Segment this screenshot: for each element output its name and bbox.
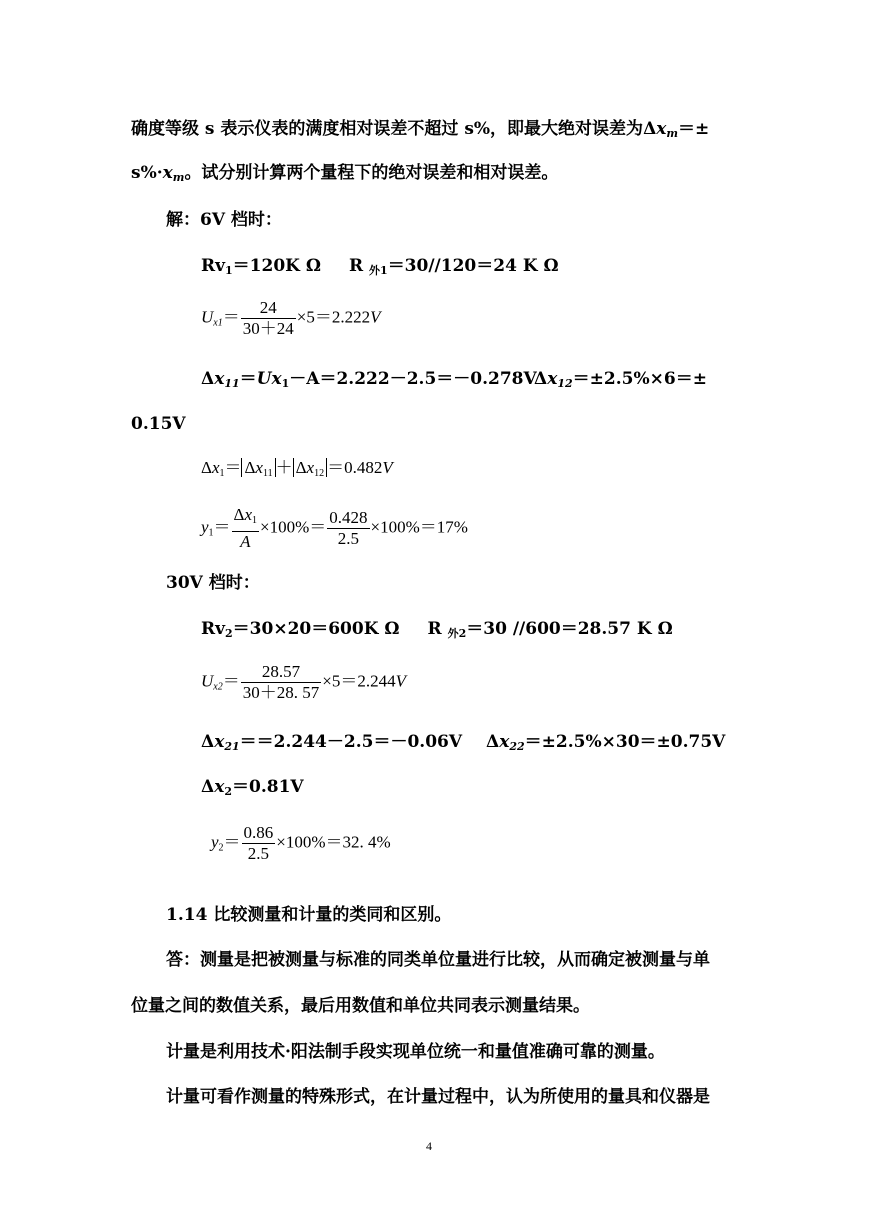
numerator: 28.57 bbox=[241, 662, 322, 683]
symbol: Rv bbox=[201, 256, 226, 276]
operator: ＝ bbox=[213, 517, 231, 537]
symbol: Δ bbox=[201, 777, 215, 797]
symbol: Δ bbox=[201, 732, 215, 752]
page-number: 4 bbox=[426, 1139, 432, 1153]
text-segment: －A＝2.222－2.5＝－0.278V bbox=[289, 369, 537, 389]
delta-x22-line bbox=[486, 732, 725, 757]
symbol: x bbox=[499, 732, 510, 752]
formula-ux1 bbox=[201, 298, 380, 339]
symbol: x bbox=[306, 458, 315, 477]
subscript: x1 bbox=[213, 317, 223, 329]
subscript: 22 bbox=[509, 740, 525, 753]
subscript: 2 bbox=[458, 627, 467, 640]
symbol: U bbox=[201, 307, 214, 327]
text-segment: ×5＝2.244 bbox=[322, 671, 396, 691]
answer-line: 位量之间的数值关系，最后用数值和单位共同表示测量结果。 bbox=[131, 996, 590, 1016]
fraction bbox=[242, 823, 276, 864]
subscript: 1 bbox=[208, 527, 214, 539]
numerator: 0.86 bbox=[243, 823, 274, 842]
subscript: 2 bbox=[225, 627, 233, 640]
operator: ＝ bbox=[222, 307, 240, 327]
answer-line: 答：测量是把被测量与标准的同类单位量进行比较，从而确定被测量与单 bbox=[166, 950, 710, 970]
subscript: 1 bbox=[252, 515, 258, 526]
solution-heading: 解：6V 档时： bbox=[166, 210, 282, 230]
text-segment: ＝30 //600＝28.57 K Ω bbox=[466, 619, 673, 639]
subscript: 2 bbox=[224, 785, 232, 798]
answer-line: 计量是利用技术·阳法制手段实现单位统一和量值准确可靠的测量。 bbox=[166, 1042, 665, 1062]
symbol: y bbox=[211, 832, 219, 852]
unit: V bbox=[382, 458, 393, 477]
text-segment: ＝＝2.244－2.5＝－0.06V bbox=[239, 732, 463, 752]
fraction bbox=[241, 662, 322, 703]
absolute-value bbox=[241, 458, 275, 477]
formula-y1 bbox=[201, 505, 468, 552]
paragraph-line bbox=[131, 119, 709, 144]
question-heading: 1.14 比较测量和计量的类同和区别。 bbox=[166, 905, 452, 925]
symbol: x bbox=[244, 505, 253, 524]
subscript: m bbox=[172, 171, 185, 184]
symbol: x bbox=[214, 369, 225, 389]
symbol: Δ bbox=[643, 119, 657, 139]
symbol: x bbox=[255, 458, 263, 477]
symbol: x bbox=[162, 163, 173, 183]
symbol: Δ bbox=[295, 458, 307, 477]
denominator bbox=[232, 532, 259, 552]
subscript: 21 bbox=[224, 740, 240, 753]
text-segment: ×100%＝ bbox=[260, 517, 327, 537]
symbol: Δ bbox=[244, 458, 256, 477]
operator: ＝ bbox=[224, 458, 242, 477]
symbol: Δ bbox=[486, 732, 500, 752]
formula-dx1 bbox=[201, 458, 393, 484]
solution-heading: 30V 档时： bbox=[166, 573, 260, 593]
delta-x21-line bbox=[201, 732, 462, 757]
answer-line: 计量可看作测量的特殊形式，在计量过程中，认为所使用的量具和仪器是 bbox=[166, 1087, 710, 1107]
operator: ＝ bbox=[223, 832, 241, 852]
subscript: 外 bbox=[369, 264, 381, 277]
symbol: R bbox=[427, 619, 448, 639]
delta-x2-line bbox=[201, 777, 304, 802]
operator: ＋ bbox=[275, 458, 293, 477]
resistance-line-1 bbox=[201, 256, 559, 281]
subscript: 外 bbox=[447, 627, 459, 640]
fraction bbox=[327, 508, 369, 549]
denominator: 2.5 bbox=[337, 529, 360, 548]
numerator bbox=[232, 505, 259, 532]
fraction bbox=[232, 505, 259, 552]
symbol: Δ bbox=[201, 369, 215, 389]
text-segment: 。试分别计算两个量程下的绝对误差和相对误差。 bbox=[184, 163, 559, 183]
operator: ＝ bbox=[222, 671, 240, 691]
text-segment: s%· bbox=[131, 163, 163, 183]
unit: V bbox=[395, 671, 406, 691]
subscript: 1 bbox=[281, 377, 290, 390]
text-segment: ×100%＝32. 4% bbox=[276, 832, 391, 852]
subscript: x2 bbox=[213, 681, 223, 693]
delta-x11-line bbox=[201, 369, 537, 394]
text-segment: ×100%＝17% bbox=[370, 517, 468, 537]
delta-x12-line bbox=[534, 369, 707, 394]
symbol: Δ bbox=[534, 369, 548, 389]
symbol: Ux bbox=[256, 369, 282, 389]
subscript: 2 bbox=[218, 842, 224, 854]
subscript: m bbox=[666, 127, 679, 140]
paragraph-line bbox=[131, 163, 558, 188]
subscript: 12 bbox=[314, 468, 325, 479]
denominator: 30＋24 bbox=[242, 319, 294, 338]
subscript: 12 bbox=[557, 377, 573, 390]
formula-ux2 bbox=[201, 662, 406, 703]
value-line: 0.15V bbox=[131, 414, 186, 434]
absolute-value bbox=[293, 458, 327, 477]
subscript: 11 bbox=[262, 468, 273, 479]
symbol: x bbox=[214, 777, 225, 797]
symbol: Rv bbox=[201, 619, 226, 639]
text-segment: ＝ bbox=[239, 369, 257, 389]
symbol: Δ bbox=[201, 458, 212, 477]
symbol: x bbox=[214, 732, 225, 752]
subscript: 1 bbox=[225, 264, 233, 277]
symbol: x bbox=[211, 458, 220, 477]
text-segment: ＝30//120＝24 K Ω bbox=[387, 256, 559, 276]
symbol: y bbox=[201, 517, 209, 537]
text-segment: ＝±2.5%×30＝±0.75V bbox=[524, 732, 726, 752]
text-segment: ＝± bbox=[678, 119, 710, 139]
subscript: 11 bbox=[224, 377, 240, 390]
denominator: 2.5 bbox=[247, 844, 270, 863]
unit: V bbox=[370, 307, 381, 327]
text-segment: ＝0.482 bbox=[327, 458, 383, 477]
denominator: 30＋28. 57 bbox=[242, 683, 320, 702]
subscript: 1 bbox=[380, 264, 388, 277]
symbol: A bbox=[240, 532, 251, 551]
resistance-line-2 bbox=[201, 619, 673, 644]
symbol: x bbox=[547, 369, 558, 389]
formula-y2 bbox=[211, 823, 391, 864]
text-segment: ＝0.81V bbox=[232, 777, 304, 797]
text-segment: ＝120K Ω bbox=[232, 256, 321, 276]
text-segment: ＝30×20＝600K Ω bbox=[232, 619, 400, 639]
text-segment: 确度等级 s 表示仪表的满度相对误差不超过 s%，即最大绝对误差为 bbox=[131, 119, 644, 139]
fraction bbox=[241, 298, 296, 339]
text-segment: ×5＝2.222 bbox=[296, 307, 371, 327]
symbol: U bbox=[201, 671, 214, 691]
text-segment: ＝±2.5%×6＝± bbox=[572, 369, 707, 389]
subscript: 1 bbox=[219, 468, 225, 479]
numerator: 0.428 bbox=[329, 508, 368, 527]
symbol: R bbox=[348, 256, 370, 276]
symbol: x bbox=[656, 119, 667, 139]
numerator: 24 bbox=[241, 298, 296, 319]
symbol: Δ bbox=[233, 505, 245, 524]
